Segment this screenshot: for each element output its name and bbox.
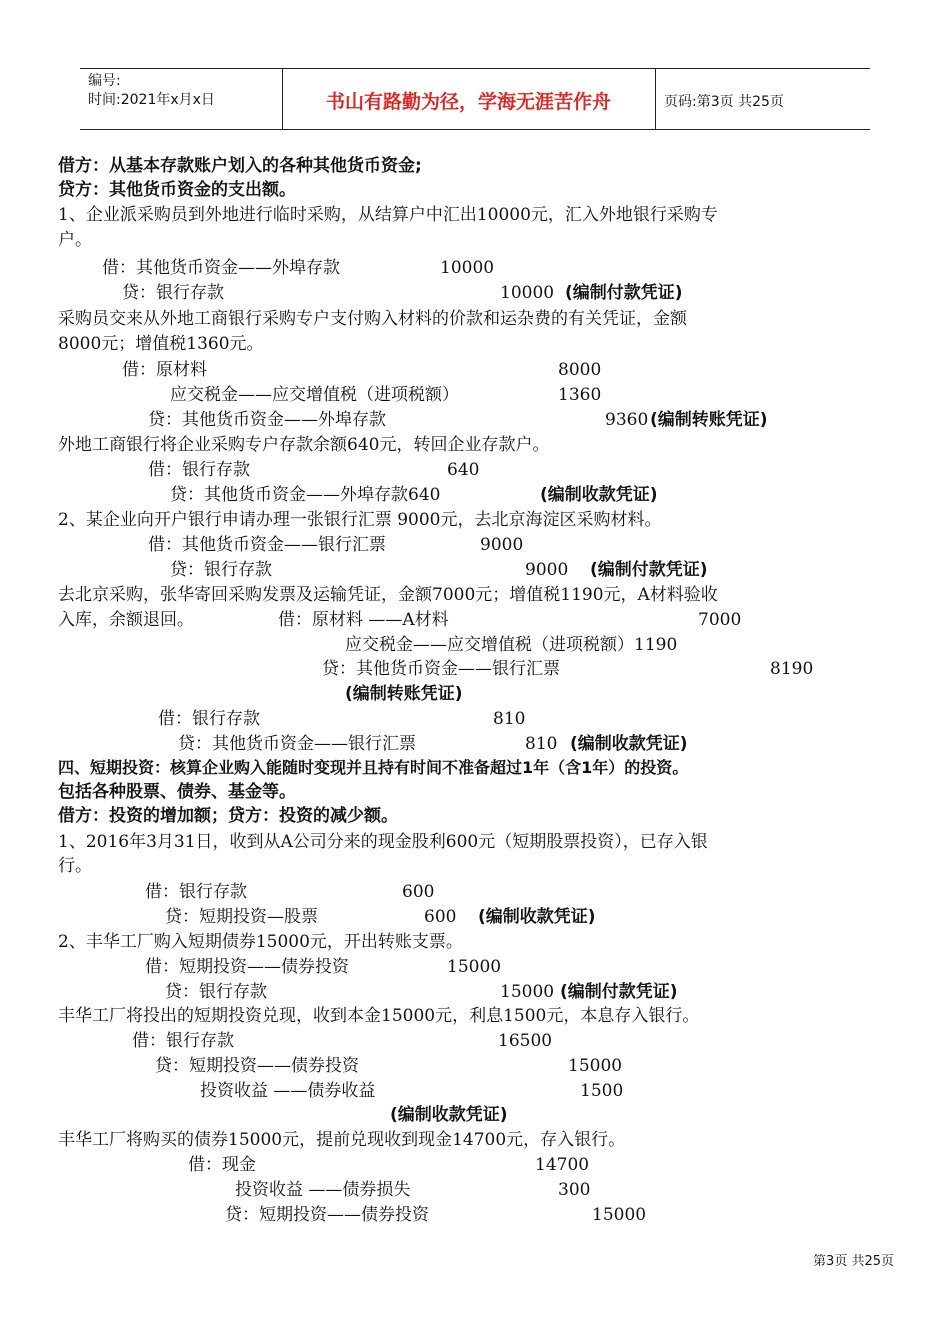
- body-line: 包括各种股票、债券、基金等。: [58, 782, 296, 802]
- amount: 15000: [500, 982, 555, 1002]
- body-line: 采购员交来从外地工商银行采购专户支付购入材料的价款和运杂费的有关凭证，金额: [58, 309, 687, 329]
- header-page: 页码:第3页 共25页: [664, 94, 784, 110]
- amount: 600: [424, 907, 457, 927]
- body-line: 贷：银行存款: [122, 283, 224, 303]
- body-line: 外地工商银行将企业采购专户存款余额640元，转回企业存款户。: [58, 435, 550, 455]
- amount: 9000: [480, 535, 524, 555]
- voucher-note: (编制收款凭证): [390, 1105, 508, 1125]
- header-number: 编号:: [88, 73, 121, 89]
- header-time: 时间:2021年x月x日: [88, 92, 215, 108]
- body-line: 借：其他货币资金——银行汇票: [148, 535, 386, 555]
- body-line: 8000元；增值税1360元。: [58, 334, 264, 354]
- body-line: 丰华工厂将购买的债券15000元，提前兑现收到现金14700元，存入银行。: [58, 1130, 626, 1150]
- body-line: 借：银行存款: [148, 460, 250, 480]
- amount: 14700: [535, 1155, 590, 1175]
- amount: 300: [558, 1180, 591, 1200]
- body-line: 借：原材料 ——A材料: [278, 610, 449, 630]
- body-line: 丰华工厂将投出的短期投资兑现，收到本金15000元，利息1500元，本息存入银行。: [58, 1006, 700, 1026]
- body-line: 借方：投资的增加额；贷方：投资的减少额。: [58, 806, 398, 826]
- body-line: 2、某企业向开户银行申请办理一张银行汇票 9000元，去北京海淀区采购材料。: [58, 510, 662, 530]
- body-line: 贷：短期投资——债券投资: [225, 1205, 429, 1225]
- body-line: 贷：其他货币资金——银行汇票: [322, 659, 560, 679]
- body-line: 贷：短期投资——债券投资: [155, 1056, 359, 1076]
- amount: 16500: [498, 1031, 553, 1051]
- body-line: 应交税金——应交增值税（进项税额）1190: [345, 635, 678, 655]
- body-line: 行。: [58, 856, 92, 876]
- page-header: [80, 68, 870, 130]
- amount: 15000: [447, 957, 502, 977]
- body-line: 贷方：其他货币资金的支出额。: [58, 180, 296, 200]
- section-heading: 四、短期投资：核算企业购入能随时变现并且持有时间不准备超过1年（含1年）的投资。: [58, 758, 689, 777]
- header-divider: [655, 69, 656, 129]
- voucher-note: (编制转账凭证): [345, 684, 463, 704]
- amount: 8000: [558, 360, 602, 380]
- amount: 15000: [568, 1056, 623, 1076]
- voucher-note: (编制付款凭证): [565, 283, 683, 303]
- body-line: 贷：银行存款: [170, 560, 272, 580]
- body-line: 贷：银行存款: [165, 982, 267, 1002]
- body-line: 借：短期投资——债券投资: [145, 957, 349, 977]
- body-line: 贷：其他货币资金——外埠存款: [148, 410, 386, 430]
- amount: 10000: [440, 258, 495, 278]
- amount: 9360: [605, 410, 649, 430]
- body-line: 投资收益 ——债券收益: [200, 1081, 376, 1101]
- body-line: 贷：其他货币资金——外埠存款640: [170, 485, 441, 505]
- voucher-note: (编制收款凭证): [540, 485, 658, 505]
- body-line: 借：原材料: [122, 360, 207, 380]
- body-line: 投资收益 ——债券损失: [235, 1180, 411, 1200]
- amount: 1500: [580, 1081, 624, 1101]
- page-footer: 第3页 共25页: [813, 1254, 894, 1269]
- body-line: 2、丰华工厂购入短期债券15000元，开出转账支票。: [58, 932, 463, 952]
- body-line: 借：现金: [188, 1155, 256, 1175]
- amount: 15000: [592, 1205, 647, 1225]
- header-motto: 书山有路勤为径，学海无涯苦作舟: [325, 91, 611, 113]
- amount: 640: [447, 460, 480, 480]
- body-line: 去北京采购，张华寄回采购发票及运输凭证，金额7000元；增值税1190元，A材料验收: [58, 585, 718, 605]
- voucher-note: (编制收款凭证): [570, 734, 688, 754]
- header-meta: [88, 72, 215, 110]
- voucher-note: (编制转账凭证): [650, 410, 768, 430]
- body-line: 1、2016年3月31日，收到从A公司分来的现金股利600元（短期股票投资），已存入银: [58, 832, 708, 852]
- body-line: 贷：其他货币资金——银行汇票: [178, 734, 416, 754]
- amount: 9000: [525, 560, 569, 580]
- body-line: 借：银行存款: [145, 882, 247, 902]
- body-line: 借方：从基本存款账户划入的各种其他货币资金;: [58, 156, 422, 176]
- body-line: 应交税金——应交增值税（进项税额）: [170, 385, 459, 405]
- amount: 1360: [558, 385, 602, 405]
- body-line: 贷：短期投资—股票: [165, 907, 318, 927]
- body-line: 借：银行存款: [158, 709, 260, 729]
- amount: 10000: [500, 283, 555, 303]
- body-line: 入库，余额退回。: [58, 610, 194, 630]
- amount: 810: [525, 734, 558, 754]
- amount: 600: [402, 882, 435, 902]
- body-line: 户。: [58, 230, 92, 250]
- body-line: 1、企业派采购员到外地进行临时采购，从结算户中汇出10000元，汇入外地银行采购专: [58, 205, 718, 225]
- voucher-note: (编制收款凭证): [478, 907, 596, 927]
- voucher-note: (编制付款凭证): [590, 560, 708, 580]
- amount: 8190: [770, 659, 814, 679]
- body-line: 借：其他货币资金——外埠存款: [102, 258, 340, 278]
- amount: 7000: [698, 610, 742, 630]
- amount: 810: [493, 709, 526, 729]
- body-line: 借：银行存款: [132, 1031, 234, 1051]
- voucher-note: (编制付款凭证): [560, 982, 678, 1002]
